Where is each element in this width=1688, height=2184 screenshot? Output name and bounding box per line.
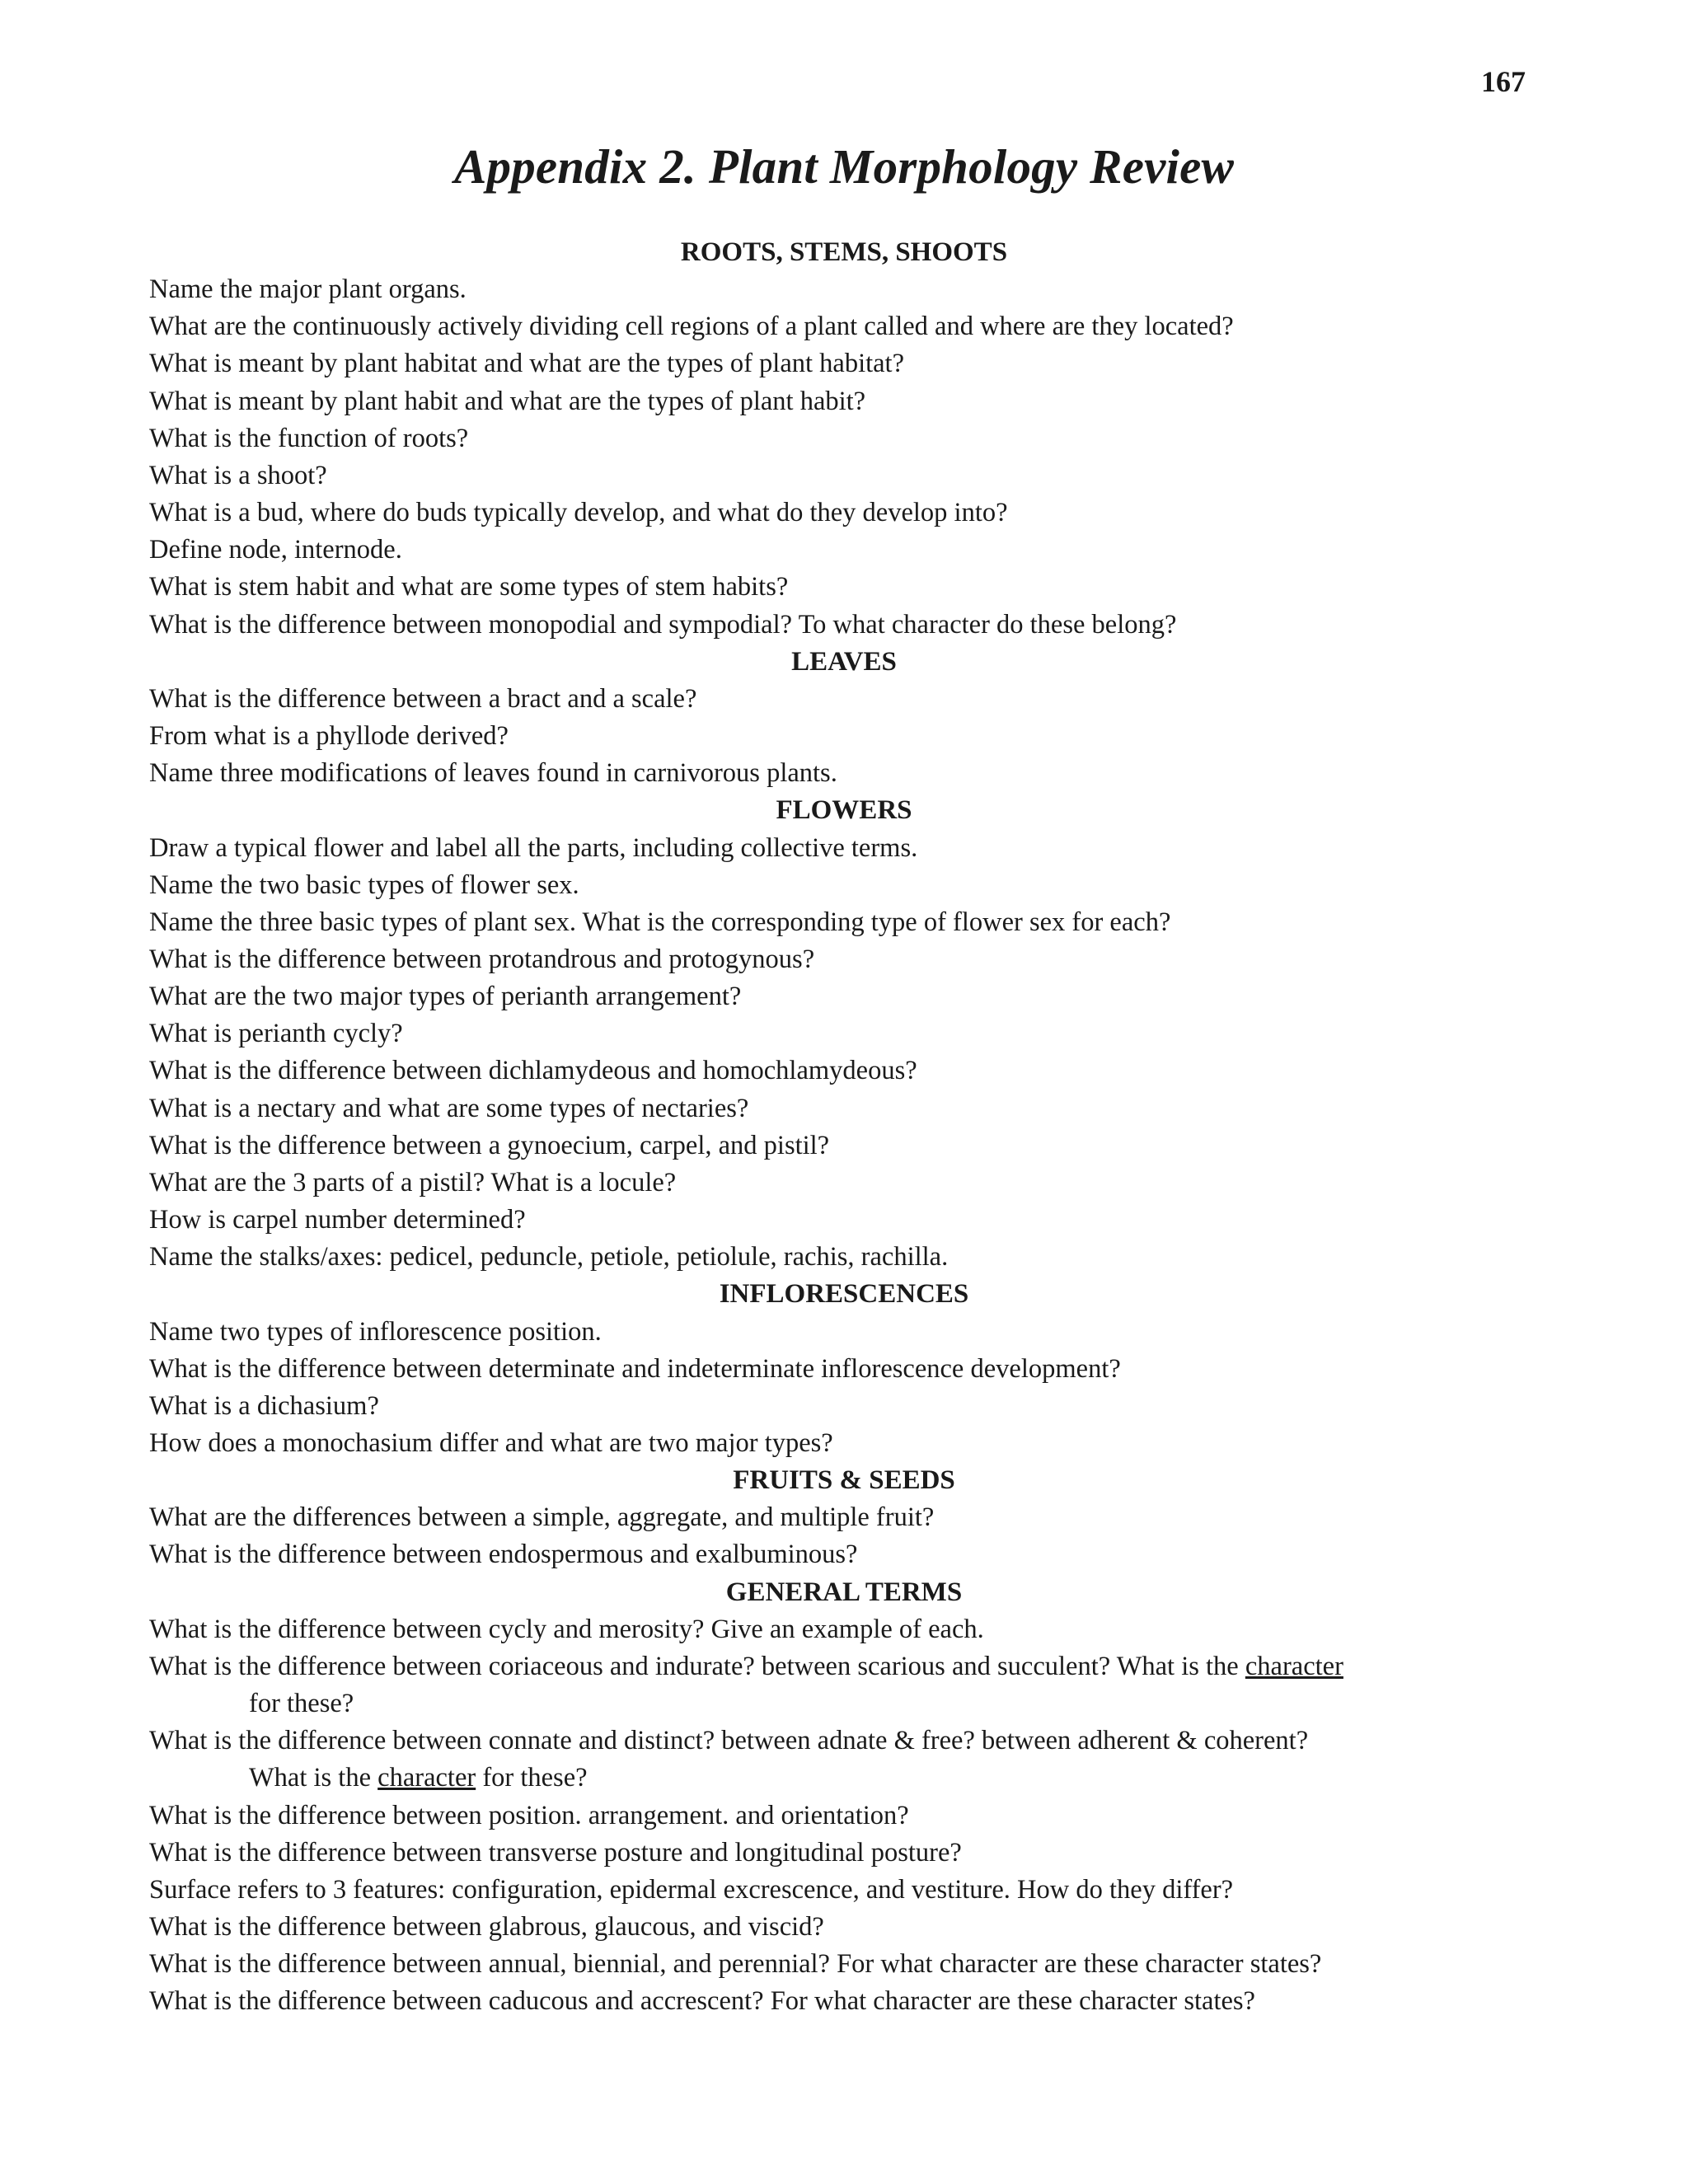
question: What is the difference between position. arrangement. and orientation? <box>149 1800 909 1830</box>
question <box>149 1648 1550 1685</box>
question: Name the two basic types of flower sex. <box>149 869 579 900</box>
question: What are the 3 parts of a pistil? What is a locule? <box>149 1167 677 1197</box>
question-text: What is the difference between coriaceous and indurate? between scarious and succulent? What is the <box>149 1651 1245 1681</box>
question: What is the difference between a bract and a scale? <box>149 683 697 714</box>
section-heading-fruits-seeds: FRUITS & SEEDS <box>733 1465 955 1496</box>
page-title: Appendix 2. Plant Morphology Review <box>453 139 1235 194</box>
question: What is the difference between caducous and accrescent? For what character are these character states? <box>149 1986 1255 2017</box>
review-content <box>149 234 1550 2021</box>
question: How does a monochasium differ and what are two major types? <box>149 1428 833 1458</box>
question-text: What is the <box>249 1763 378 1793</box>
question: What is the difference between endospermous and exalbuminous? <box>149 1540 858 1570</box>
question: What is the difference between protandrous and protogynous? <box>149 944 815 974</box>
question: Draw a typical flower and label all the parts, including collective terms. <box>149 832 918 863</box>
section-heading-roots-stems-shoots: ROOTS, STEMS, SHOOTS <box>680 237 1008 267</box>
question: What is a nectary and what are some types of nectaries? <box>149 1093 749 1123</box>
section-heading-inflorescences: INFLORESCENCES <box>719 1279 969 1310</box>
question: What is the difference between glabrous, glaucous, and viscid? <box>149 1912 824 1943</box>
underlined-term: character <box>1245 1651 1343 1681</box>
question: What is the difference between dichlamydeous and homochlamydeous? <box>149 1056 917 1086</box>
question: What is the difference between a gynoecium, carpel, and pistil? <box>149 1130 830 1160</box>
question: Name the major plant organs. <box>149 274 467 305</box>
question: What is meant by plant habitat and what are the types of plant habitat? <box>149 349 905 379</box>
question: Define node, internode. <box>149 535 402 565</box>
question-text: for these? <box>476 1763 588 1793</box>
question: What are the differences between a simple, aggregate, and multiple fruit? <box>149 1502 935 1533</box>
question-continuation: for these? <box>249 1689 354 1719</box>
section-heading-flowers: FLOWERS <box>776 795 912 826</box>
question: What is a dichasium? <box>149 1390 379 1421</box>
question: What is meant by plant habit and what are the types of plant habit? <box>149 386 866 416</box>
question: What is the difference between monopodial and sympodial? To what character do these belong? <box>149 609 1177 640</box>
underlined-term: character <box>377 1763 476 1793</box>
question: What are the continuously actively dividing cell regions of a plant called and where are they located? <box>149 312 1234 342</box>
page-number: 167 <box>1481 65 1526 98</box>
question: What are the two major types of perianth arrangement? <box>149 982 742 1012</box>
section-heading-leaves: LEAVES <box>791 646 897 677</box>
question: How is carpel number determined? <box>149 1205 526 1235</box>
question: Name the stalks/axes: pedicel, peduncle, petiole, petiolule, rachis, rachilla. <box>149 1242 949 1272</box>
question: What is the difference between connate and distinct? between adnate & free? between adherent & coherent? <box>149 1726 1309 1756</box>
question: What is the difference between cycly and merosity? Give an example of each. <box>149 1614 984 1644</box>
question: What is the difference between annual, biennial, and perennial? For what character are these character states? <box>149 1949 1322 1980</box>
question: From what is a phyllode derived? <box>149 721 509 752</box>
question: What is the function of roots? <box>149 423 469 453</box>
question: What is perianth cycly? <box>149 1019 403 1049</box>
question-continuation <box>149 1760 1550 1797</box>
question: Surface refers to 3 features: configuration, epidermal excrescence, and vestiture. How do they differ? <box>149 1874 1234 1905</box>
question: What is the difference between transverse posture and longitudinal posture? <box>149 1837 962 1868</box>
question: Name the three basic types of plant sex. What is the corresponding type of flower sex for each? <box>149 907 1171 937</box>
question: What is stem habit and what are some types of stem habits? <box>149 572 789 602</box>
question: What is a bud, where do buds typically develop, and what do they develop into? <box>149 498 1008 528</box>
question: What is a shoot? <box>149 460 327 490</box>
question: Name three modifications of leaves found in carnivorous plants. <box>149 758 837 789</box>
section-heading-general-terms: GENERAL TERMS <box>725 1577 963 1607</box>
question: Name two types of inflorescence position. <box>149 1316 602 1347</box>
question: What is the difference between determinate and indeterminate inflorescence development? <box>149 1353 1121 1384</box>
